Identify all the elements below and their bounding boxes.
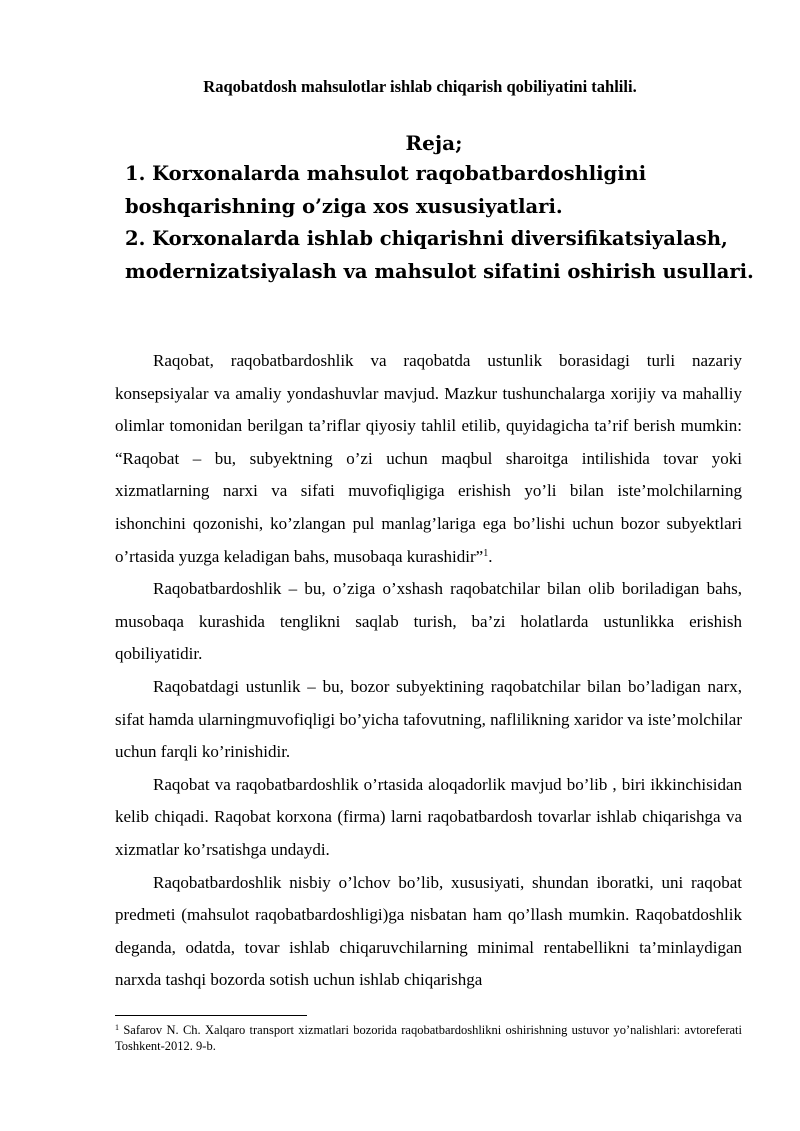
footnote [115, 1022, 742, 1054]
plan-line: 2. Korxonalarda ishlab chiqarishni diversifikatsiyalash, [125, 227, 728, 250]
paragraph: Raqobat va raqobatbardoshlik o’rtasida aloqadorlik mavjud bo’lib , biri ikkinchisidan kelib chiqadi. Raqobat korxona (firma) larni raqobatbardosh tovarlar ishlab chiqarishga va xizmatlar ko’rsatishga undaydi. [115, 774, 742, 859]
paragraph-text: Raqobat, raqobatbardoshlik va raqobatda ustunlik borasidagi turli nazariy konsepsiyalar va amaliy yondashuvlar mavjud. Mazkur tushunchalarga xorijiy va mahalliy olimlar tomonidan berilgan ta’riflar qiyosiy tahlil etilib, quyidagicha ta’rif berish mumkin: “Raqobat – bu, subyektning o’zi uchun maqbul sharoitga intilishida tovar yoki xizmatlarning narxi va sifati muvofiqligiga erishish yo’li bilan iste’molchilarning ishonchini qozonishi, ko’zlangan pul manlag’lariga ega bo’lishi uchun bozor subyektlari o’rtasida yuzga keladigan bahs, musobaqa kurashidir” [115, 351, 742, 566]
paragraph: Raqobatdagi ustunlik – bu, bozor subyektining raqobatchilar bilan bo’ladigan narx, sifat hamda ularningmuvofiqligi bo’yicha tafovutning, naflilikning xaridor va iste’molchilar uchun farqli ko’rinishidir. [115, 676, 742, 762]
plan-list [125, 158, 765, 288]
body-text [115, 345, 742, 997]
plan-line: boshqarishning o’ziga xos xususiyatlari. [125, 194, 563, 218]
footnote-separator [115, 1015, 307, 1016]
plan-line: modernizatsiyalash va mahsulot sifatini oshirish usullari. [125, 259, 754, 283]
document-title: Raqobatdosh mahsulotlar ishlab chiqarish qobiliyatini tahlili. [203, 77, 637, 96]
footnote-ref[interactable]: 1 [483, 547, 489, 559]
footnote-text: Safarov N. Ch. Xalqaro transport xizmatlari bozorida raqobatbardoshlikni oshirishning ustuvor yo’nalishlari: avtoreferati Toshkent-2012. 9-b. [115, 1023, 743, 1053]
plan-heading: Reja; [405, 131, 463, 155]
plan-line: 1. Korxonalarda mahsulot raqobatbardoshligini [125, 162, 647, 185]
footnote-marker: 1 [115, 1023, 119, 1032]
paragraph: Raqobatbardoshlik nisbiy o’lchov bo’lib, xususiyati, shundan iboratki, uni raqobat predmeti (mahsulot raqobatbardoshligi)ga nisbatan ham qo’llash mumkin. Raqobatdoshlik deganda, odatda, tovar ishlab chiqaruvchilarning minimal rentabellikni ta’minlaydigan narxda tashqi bozorda sotish uchun ishlab chiqarishga [115, 872, 742, 990]
paragraph: Raqobatbardoshlik – bu, o’ziga o’xshash raqobatchilar bilan olib boriladigan bahs, musobaqa kurashida tenglikni saqlab turish, ba’zi holatlarda ustunlikka erishish qobiliyatidir. [115, 579, 742, 664]
paragraph: Raqobat, raqobatbardoshlik va raqobatda ustunlik borasidagi turli nazariy konsepsiyalar va amaliy yondashuvlar mavjud. Mazkur tushunchalarga xorijiy va mahalliy olimlar tomonidan berilgan ta’riflar qiyosiy tahlil etilib, quyidagicha ta’rif berish mumkin: “Raqobat – bu, subyektning o’zi uchun maqbul sharoitga intilishida tovar yoki xizmatlarning narxi va sifati muvofiqligiga erishish yo’li bilan iste’molchilarning ishonchini qozonishi, ko’zlangan pul manlag’lariga ega bo’lishi uchun bozor subyektlari o’rtasida yuzga keladigan bahs, musobaqa kurashidir”$^1$. [115, 351, 742, 566]
